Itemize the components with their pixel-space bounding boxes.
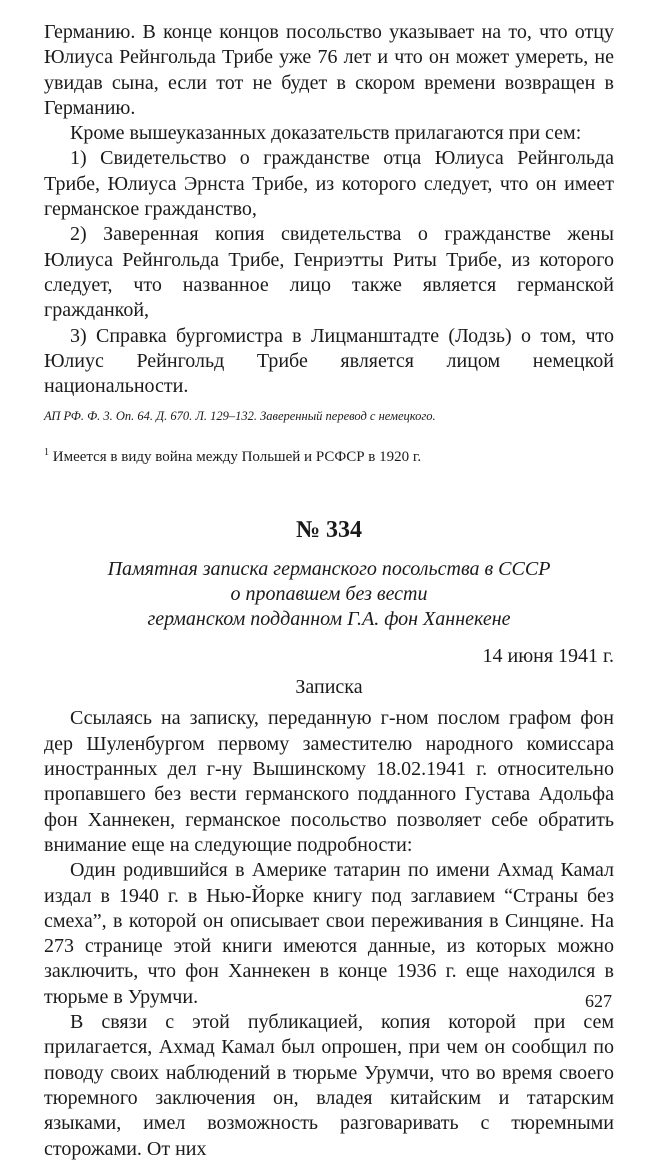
paragraph-top-1: Германию. В конце концов посольство указывает на то, что отцу Юлиуса Рейнгольда Трибе уже 76 лет и что он может умереть, не увидав сына, если тот не будет в скором времени возвращен в Германию. — [44, 21, 614, 119]
document-title-line-1: Памятная записка германского посольства в СССР — [107, 558, 551, 581]
page-number: 627 — [585, 991, 612, 1011]
footnote-text: Имеется в виду война между Польшей и РСФСР в 1920 г. — [49, 449, 422, 466]
paragraph-top-3: 1) Свидетельство о гражданстве отца Юлиуса Рейнгольда Трибе, Юлиуса Эрнста Трибе, из которого следует, что он имеет германское гражданство, — [44, 147, 614, 221]
document-page — [44, 20, 614, 1162]
document-title-line-3: германском подданном Г.А. фон Ханнекене — [147, 608, 511, 631]
document-date: 14 июня 1941 г. — [482, 645, 614, 668]
document-title — [44, 557, 614, 632]
footnote-marker: 1 — [44, 447, 49, 459]
archive-source-note: АП РФ. Ф. 3. Оп. 64. Д. 670. Л. 129–132. Заверенный перевод с немецкого. — [44, 409, 436, 424]
section-heading: Записка — [295, 676, 363, 699]
paragraph-top-5: 3) Справка бургомистра в Лицманштадте (Лодзь) о том, что Юлиус Рейнгольд Трибе является лицом немецкой национальности. — [44, 324, 614, 398]
paragraph-top-2: Кроме вышеуказанных доказательств прилагаются при сем: — [70, 122, 582, 145]
paragraph-bottom-3: В связи с этой публикацией, копия которой при сем прилагается, Ахмад Камал был опрошен, при чем он сообщил по поводу своих наблюдений в тюрьме Урумчи, что во время своего тюремного заключения он, владея китайским и татарским языками, имел возможность разговаривать с тюремными сторожами. От них — [44, 1011, 614, 1160]
document-title-line-2: о пропавшем без вести — [230, 583, 428, 606]
footnote — [44, 443, 614, 467]
document-number: № 334 — [295, 517, 363, 544]
paragraph-bottom-1: Ссылаясь на записку, переданную г-ном послом графом фон дер Шуленбургом первому заместителю народного комиссара иностранных дел г-ну Вышинскому 18.02.1941 г. относительно пропавшего без вести германского подданного Густава Адольфа фон Ханнекен, германское посольство позволяет себе обратить внимание еще на следующие подробности: — [44, 707, 614, 856]
paragraph-bottom-2: Один родившийся в Америке татарин по имени Ахмад Камал издал в 1940 г. в Нью-Йорке книгу под заглавием “Страны без смеха”, в которой он описывает свои переживания в Синцяне. На 273 странице этой книги имеются данные, из которых можно заключить, что фон Ханнекен в конце 1936 г. еще находился в тюрьме в Урумчи. — [44, 859, 614, 1008]
paragraph-top-4: 2) Заверенная копия свидетельства о гражданстве жены Юлиуса Рейнгольда Трибе, Генриэтты Риты Трибе, из которого следует, что названное лицо также является германской гражданкой, — [44, 223, 614, 322]
